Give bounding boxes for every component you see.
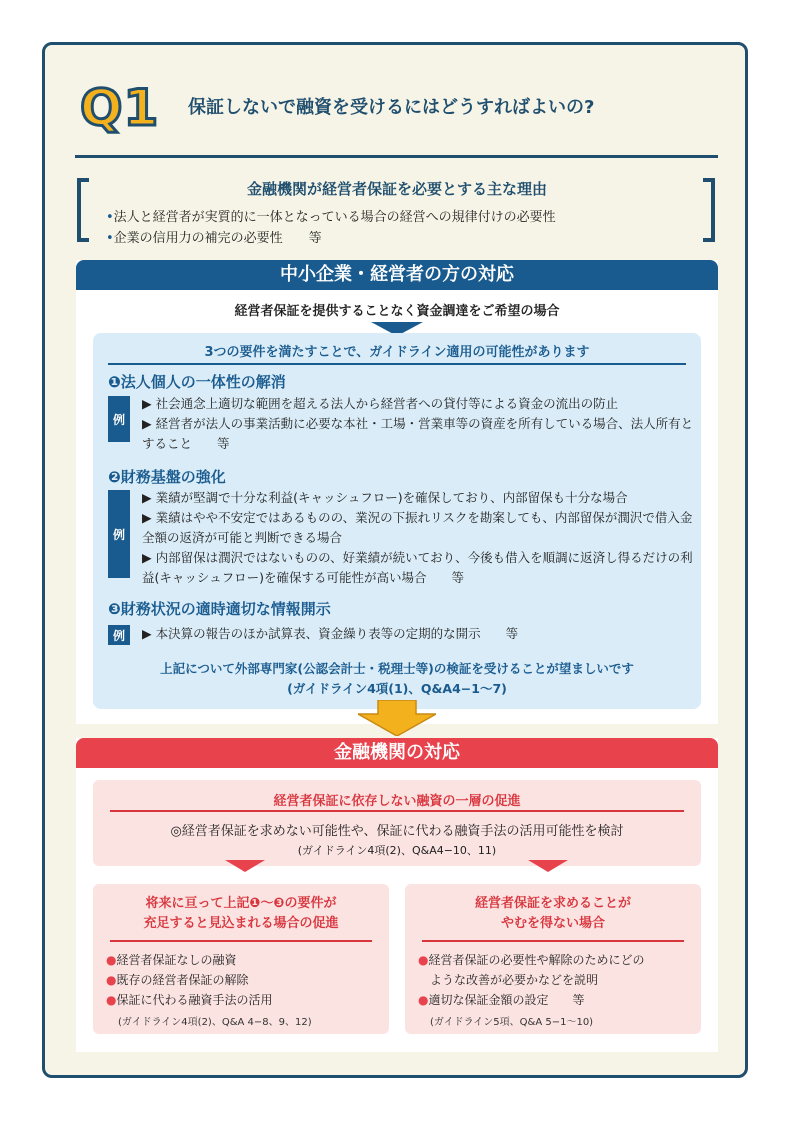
section-title-3: ❸財務状況の適時適切な情報開示 <box>108 600 331 618</box>
requirements-heading: 3つの要件を満たすことで、ガイドライン適用の可能性があります <box>204 345 590 360</box>
promo-divider <box>110 810 684 812</box>
list-item-continued: ような改善が必要かなどを説明 <box>430 973 599 987</box>
sme-subhead: 経営者保証を提供することなく資金調達をご希望の場合 <box>234 304 560 319</box>
down-arrow-icon <box>358 700 436 736</box>
down-arrow-icon <box>225 860 265 872</box>
example-item: ▶ 業績はやや不安定ではあるものの、業況の下振れリスクを勘案しても、内部留保が潤沢で借入金全額の返済が可能と判断できる場合 <box>142 510 693 545</box>
reasons-title: 金融機関が経営者保証を必要とする主な理由 <box>246 180 547 198</box>
example-item: ▶ 内部留保は潤沢ではないものの、好業績が続いており、今後も借入を順調に返済し得るだけの利益(キャッシュフロー)を確保する可能性が高い場合 等 <box>142 550 693 585</box>
example-item: ▶ 本決算の報告のほか試算表、資金繰り表等の定期的な開示 等 <box>142 626 519 641</box>
example-label: 例 <box>108 396 130 442</box>
example-item: ▶ 経営者が法人の事業活動に必要な本社・工場・営業車等の資産を所有している場合、法人所有とすること 等 <box>142 416 694 451</box>
list-item: ●保証に代わる融資手法の活用 <box>106 993 273 1007</box>
example-item: ▶ 業績が堅調で十分な利益(キャッシュフロー)を確保しており、内部留保も十分な場合 <box>142 490 628 505</box>
expert-note: 上記について外部専門家(公認会計士・税理士等)の検証を受けることが望ましいです <box>160 661 634 676</box>
section-title-2: ❷財務基盤の強化 <box>108 468 226 486</box>
unavoidable-case-ref: (ガイドライン5項、Q&A 5−1〜10) <box>430 1017 594 1028</box>
promo-text: ◎経営者保証を求めない可能性や、保証に代わる融資手法の活用可能性を検討 <box>170 824 624 839</box>
sme-header: 中小企業・経営者の方の対応 <box>76 260 718 290</box>
section-title-1: ❶法人個人の一体性の解消 <box>108 373 286 391</box>
question-badge: Q1 <box>80 79 160 137</box>
reason-item: •企業の信用力の補完の必要性 等 <box>106 231 322 246</box>
list-item: ●適切な保証金額の設定 等 <box>418 993 585 1007</box>
example-item: ▶ 社会通念上適切な範囲を超える法人から経営者への貸付等による資金の流出の防止 <box>142 396 619 411</box>
example-label: 例 <box>108 625 130 645</box>
down-arrow-icon <box>528 860 568 872</box>
question-title: 保証しないで融資を受けるにはどうすればよいの? <box>188 97 595 118</box>
bank-header: 金融機関の対応 <box>76 738 718 768</box>
promo-title: 経営者保証に依存しない融資の一層の促進 <box>273 794 521 809</box>
list-item: ●経営者保証なしの融資 <box>106 953 237 967</box>
list-item: ●経営者保証の必要性や解除のためにどの <box>418 953 645 967</box>
promo-ref: (ガイドライン4項(2)、Q&A4−10、11) <box>297 844 497 857</box>
example-label: 例 <box>108 490 130 578</box>
expert-note-ref: (ガイドライン4項(1)、Q&A4−1〜7) <box>287 681 507 696</box>
promotion-case-title: 将来に亘って上記❶〜❸の要件が 充足すると見込まれる場合の促進 <box>143 896 339 931</box>
unavoidable-case-divider <box>422 940 684 942</box>
promotion-case-divider <box>110 940 372 942</box>
promotion-case-ref: (ガイドライン4項(2)、Q&A 4−8、9、12) <box>118 1017 312 1028</box>
reason-item: •法人と経営者が実質的に一体となっている場合の経営への規律付けの必要性 <box>106 210 556 225</box>
unavoidable-case-title: 経営者保証を求めることが やむを得ない場合 <box>474 896 631 931</box>
title-divider <box>75 155 718 158</box>
list-item: ●既存の経営者保証の解除 <box>106 973 249 987</box>
requirements-divider <box>108 363 686 365</box>
